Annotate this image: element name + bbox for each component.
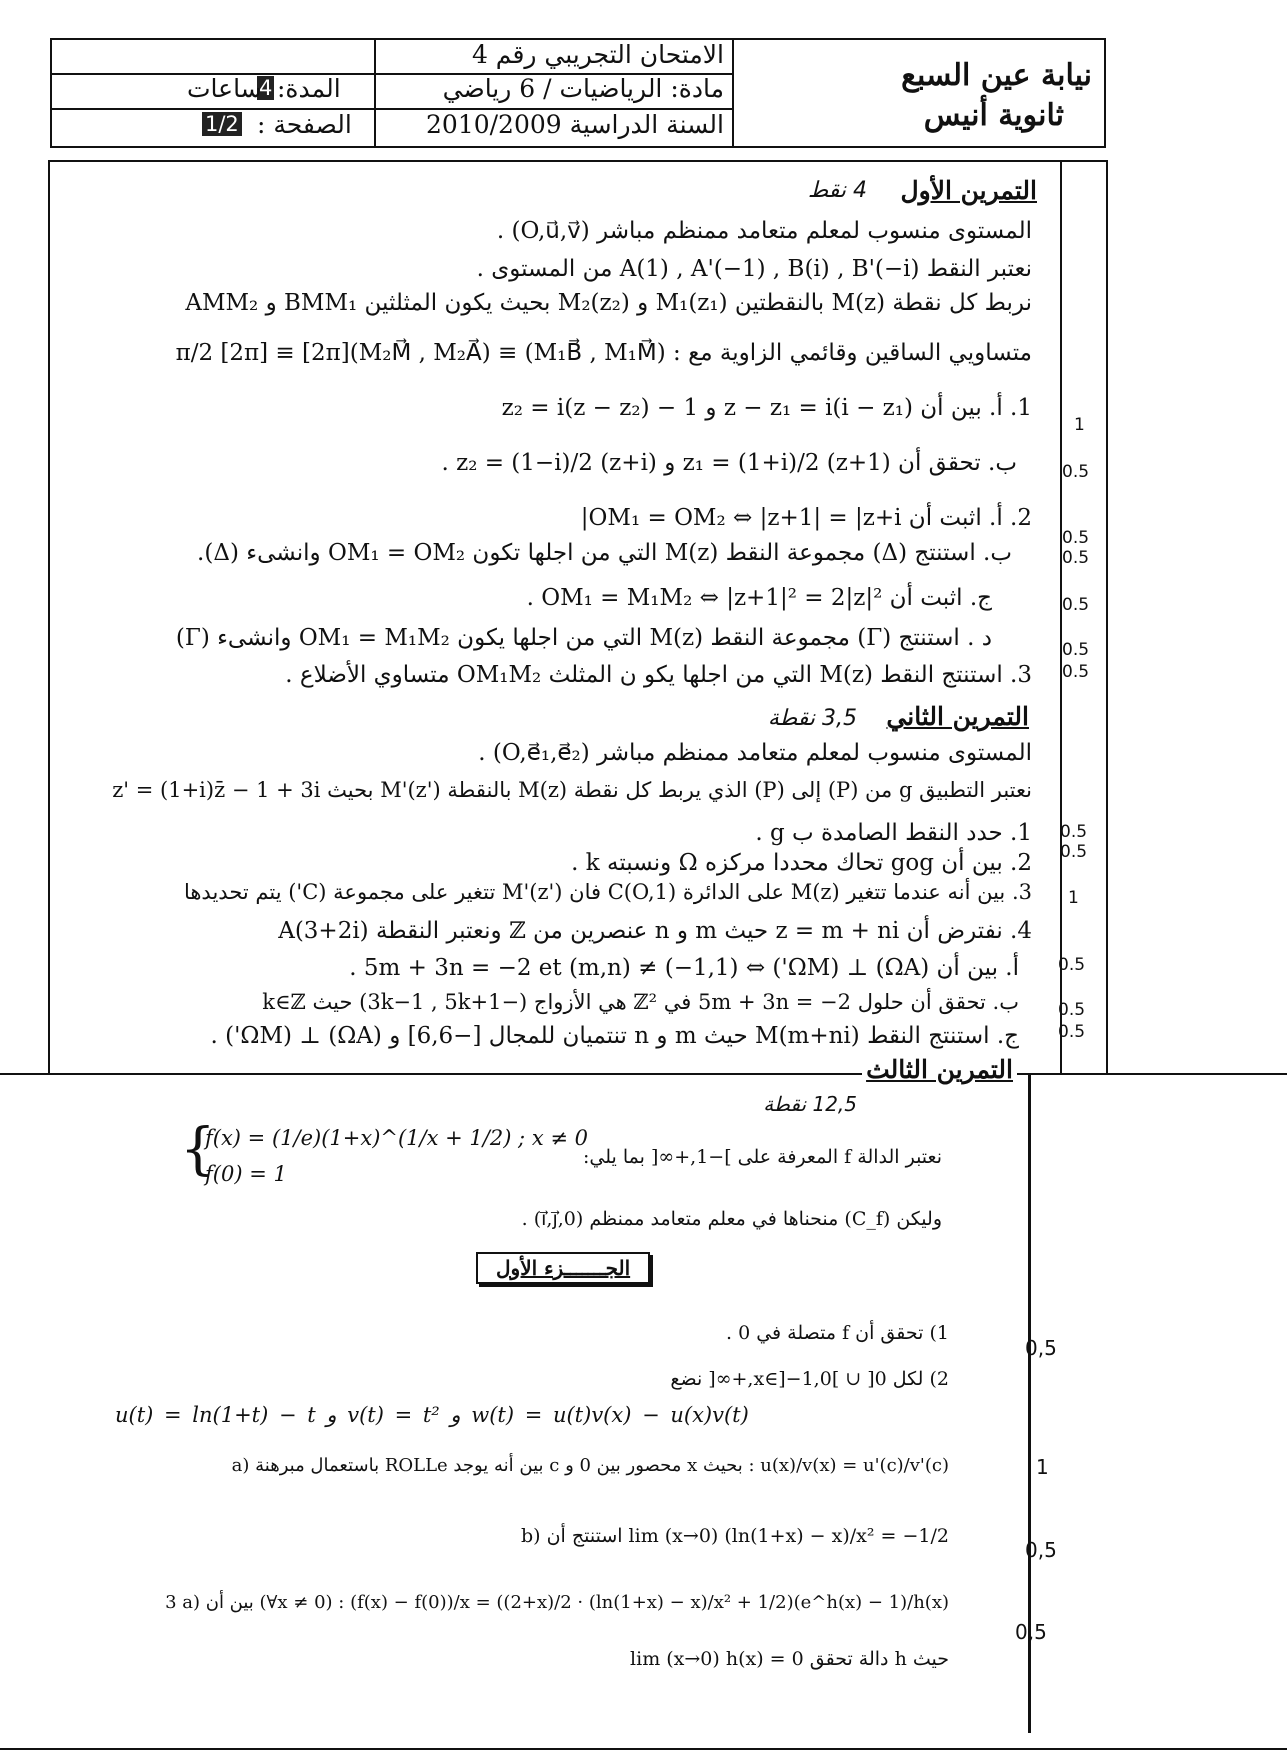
ex3-q2a: a) باستعمال مبرهنة ROLLe بين أنه يوجد c محصور بين 0 و x بحيث : u(x)/v(x) = u'(c)/v'(c) [231, 1455, 949, 1476]
ex3-mark: 0,5 [1025, 1336, 1057, 1360]
part-title: الجـــــــزء الأول [476, 1252, 650, 1284]
ex1-title: التمرين الأول [900, 176, 1037, 205]
ex2-q4c: ج. استنتج النقط M(m+ni) حيث m و n تنتميان للمجال [−6,6] و (ΩA) ⊥ (ΩM') . [210, 1023, 1019, 1049]
ex3-curve: وليكن (C_f) منحناها في معلم متعامد ممنظم (0,i⃗,j⃗) . [521, 1208, 942, 1230]
ex1-q2b: ب. استنتج (Δ) مجموعة النقط M(z) التي من اجلها تكون OM₁ = OM₂ وانشىء (Δ). [197, 540, 1012, 566]
ex3-q3a: 3 a) بين أن (∀x ≠ 0) : (f(x) − f(0))/x = ((2+x)/2 · (ln(1+x) − x)/x² + 1/2)(e^h(x) − 1)/h(x) [165, 1592, 949, 1613]
brace-icon: { [180, 1117, 216, 1182]
ex3-title: التمرين الثالث [862, 1055, 1017, 1084]
ex1-line-3: نربط كل نقطة M(z) بالنقطتين M₁(z₁) و M₂(z₂) بحيث يكون المثلثين BMM₁ و AMM₂ [185, 290, 1032, 316]
header-divider [374, 40, 376, 146]
header-divider [732, 40, 734, 146]
ex1-line-1: المستوى منسوب لمعلم متعامد ممنظم مباشر (O,u⃗,v⃗) . [496, 218, 1032, 244]
ex1-line-4: متساويي الساقين وقائمي الزاوية مع : (M₁B⃗ , M₁M⃗) ≡ (M₂M⃗ , M₂A⃗)[2π] ≡ π/2 [2π] [175, 340, 1032, 366]
marks-column [1058, 160, 1108, 1074]
ex1-mark: 0.5 [1062, 462, 1090, 482]
school-line-2: ثانوية أنيس [923, 98, 1064, 133]
bottom-divider [0, 1748, 1287, 1750]
school-line-1: نيابة عين السبع [901, 58, 1092, 93]
subject: مادة: الرياضيات / 6 رياضي [442, 74, 724, 103]
ex2-q1: 1. حدد النقط الصامدة ب g . [755, 820, 1032, 846]
exam-title: الامتحان التجريبي رقم 4 [471, 40, 724, 69]
page-label: الصفحة : [257, 110, 352, 139]
ex2-q4: 4. نفترض أن z = m + ni حيث m و n عنصرين من ℤ ونعتبر النقطة A(3+2i) [278, 918, 1032, 944]
ex2-mark: 1 [1068, 888, 1079, 908]
duration-unit: ساعات [187, 74, 262, 103]
ex2-mark: 0.5 [1060, 822, 1088, 842]
ex1-q1b: ب. تحقق أن z₁ = (1+i)/2 (z+1) و z₂ = (1−i)/2 (z+i) . [441, 450, 1017, 476]
ex1-q2d: د . استنتج (Γ) مجموعة النقط M(z) التي من اجلها يكون OM₁ = M₁M₂ وانشىء (Γ) [175, 625, 992, 651]
ex1-mark: 0.5 [1062, 595, 1090, 615]
ex1-q3: 3. استنتج النقط M(z) التي من اجلها يكو ن المثلث OM₁M₂ متساوي الأضلاع . [285, 662, 1032, 688]
ex1-q1a: 1. أ. بين أن z − z₁ = i(i − z₁) و 1 − z₂ = i(z − z₂) [501, 395, 1032, 421]
ex2-line-2: نعتبر التطبيق g من (P) إلى (P) الذي يربط كل نقطة M(z) بالنقطة M'(z') بحيث z' = (1+i)z̄ − 1 + 3i [112, 778, 1032, 802]
ex1-line-2: نعتبر النقط A(1) , A'(−1) , B(i) , B'(−i) من المستوى . [476, 256, 1032, 282]
ex1-mark: 0.5 [1062, 640, 1090, 660]
ex1-q2a: 2. أ. اثبت أن OM₁ = OM₂ ⇔ |z+1| = |z+i| [580, 505, 1032, 531]
ex2-q4a: أ. بين أن (ΩA) ⊥ (ΩM') ⇔ 5m + 3n = −2 et (m,n) ≠ (−1,1) . [349, 955, 1019, 981]
ex1-mark: 0.5 [1062, 528, 1090, 548]
ex2-mark: 0.5 [1058, 955, 1086, 975]
ex3-points: 12,5 نقطة [763, 1092, 857, 1116]
ex3-q3b: حيث h دالة تحقق lim (x→0) h(x) = 0 [630, 1648, 949, 1670]
ex2-line-1: المستوى منسوب لمعلم متعامد ممنظم مباشر (O,e⃗₁,e⃗₂) . [478, 740, 1032, 766]
ex1-q2c: ج. اثبت أن OM₁ = M₁M₂ ⇔ |z+1|² = 2|z|² . [526, 585, 992, 611]
page-value: 1/2 [202, 112, 242, 136]
ex2-q4b: ب. تحقق أن حلول 5m + 3n = −2 في ℤ² هي الأزواج (−3k−1 , 5k+1) حيث k∈ℤ [262, 990, 1019, 1014]
f-at-zero: f(0) = 1 [205, 1162, 287, 1186]
ex2-q2: 2. بين أن gog تحاك محددا مركزه Ω ونسبته k . [571, 850, 1032, 876]
ex2-mark: 0.5 [1058, 1022, 1086, 1042]
f-definition: f(x) = (1/e)(1+x)^(1/x + 1/2) ; x ≠ 0 [205, 1126, 588, 1150]
ex3-intro: نعتبر الدالة f المعرفة على ]−1,+∞[ بما يلي: [583, 1146, 942, 1168]
ex3-q2b: b) استنتج أن lim (x→0) (ln(1+x) − x)/x² = −1/2 [520, 1525, 949, 1547]
ex3-mark: 1 [1036, 1455, 1049, 1479]
ex2-title: التمرين الثاني [886, 702, 1029, 731]
page-divider [0, 1073, 1287, 1075]
ex3-mark: 0,5 [1015, 1620, 1047, 1644]
ex3-q1: 1) تحقق أن f متصلة في 0 . [725, 1322, 949, 1344]
duration-value: 4 [259, 76, 273, 100]
header-table [50, 38, 1106, 148]
school-year: السنة الدراسية 2010/2009 [426, 110, 724, 139]
ex2-mark: 0.5 [1060, 842, 1088, 862]
ex1-mark: 0.5 [1062, 662, 1090, 682]
ex1-mark: 1 [1074, 415, 1085, 435]
ex3-mark: 0,5 [1025, 1538, 1057, 1562]
duration-label: المدة: [277, 74, 341, 103]
ex3-q2-definitions: u(t) = ln(1+t) − t و v(t) = t² و w(t) = u(t)v(x) − u(x)v(t) [115, 1403, 749, 1427]
ex2-q3: 3. بين أنه عندما تتغير M(z) على الدائرة C(O,1) فان M'(z') تتغير على مجموعة (C') يتم تحديدها [183, 880, 1032, 904]
ex2-mark: 0.5 [1058, 1000, 1086, 1020]
ex2-points: 3,5 نقطة [767, 706, 857, 731]
ex1-points: 4 نقط [807, 178, 867, 203]
ex3-q2: 2) لكل x∈]−1,0[ ∪ ]0,+∞[ نضع [670, 1368, 949, 1390]
ex1-mark: 0.5 [1062, 548, 1090, 568]
